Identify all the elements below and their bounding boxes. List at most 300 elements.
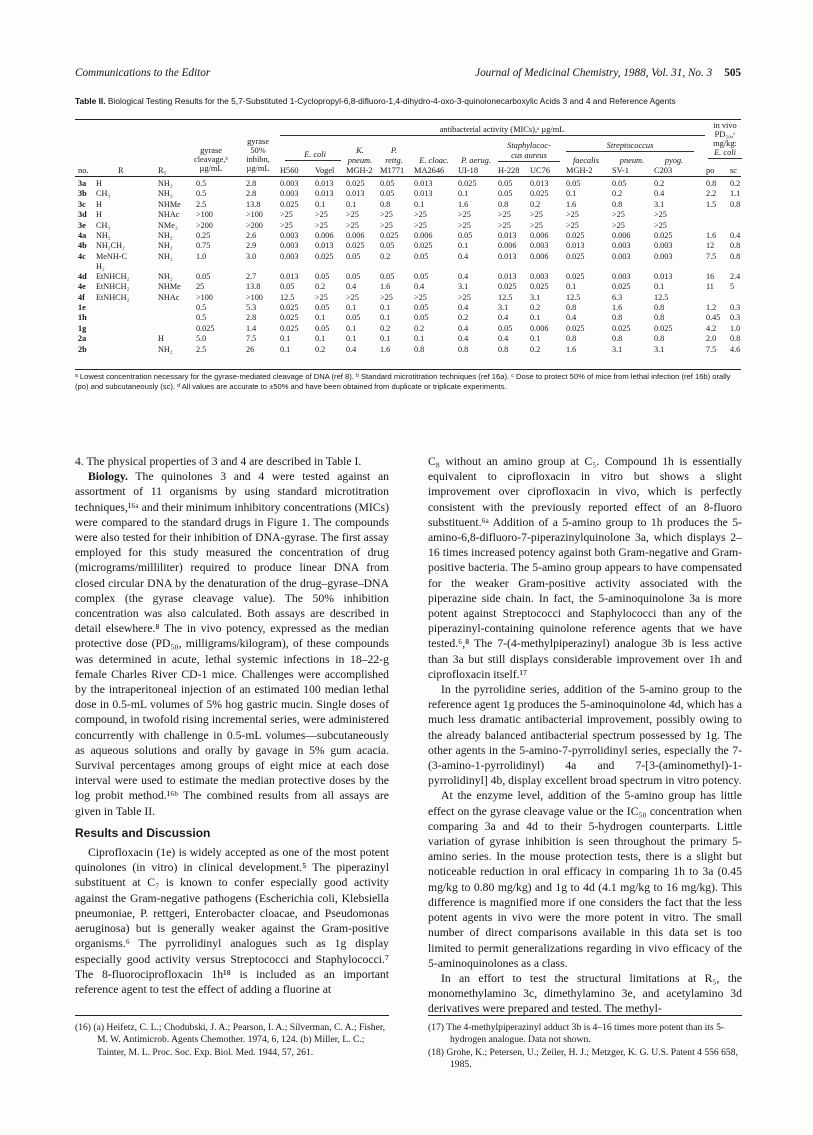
r5-substituent: NH₂ — [158, 251, 173, 261]
mic-value: 0.1 — [380, 334, 391, 344]
mic-value: 0.05 — [380, 241, 395, 251]
mic-value: 3.1 — [458, 282, 469, 292]
mic-value: 0.013 — [315, 189, 334, 199]
mic-value: >25 — [346, 220, 359, 230]
header-gyrase-inhib-4: µg/mL — [246, 164, 270, 173]
compound-number: 4c — [78, 251, 86, 261]
gyrase-cleavage-value: 0.025 — [196, 323, 215, 333]
gyrase-inhibition-value: 2.6 — [246, 231, 257, 240]
header-gyrase-cleavage-3: µg/mL — [199, 164, 223, 173]
mic-value: 0.013 — [315, 179, 334, 188]
mic-value: 0.025 — [280, 199, 299, 209]
mic-value: 1.5 — [706, 199, 717, 209]
header-strain: MA2646 — [414, 166, 445, 175]
running-head-section: Communications to the Editor — [75, 67, 211, 79]
table-top-rule — [75, 119, 741, 120]
mic-value: 0.3 — [730, 303, 741, 312]
table-row — [0, 293, 813, 303]
mic-value: 0.05 — [346, 251, 361, 261]
paragraph: 4. The physical properties of 3 and 4 are described in Table I. — [75, 455, 362, 468]
gyrase-inhibition-value: 2.8 — [246, 313, 257, 323]
gyrase-inhibition-value: 2.7 — [246, 271, 257, 281]
mic-value: 0.8 — [730, 251, 741, 261]
paragraph: At the enzyme level, addition of the 5-amino group has little effect on the gyrase cleavage value or the IC₅₀ concentration when comparing 3a and 4d to their 5-hydrogen counterparts. Little variation of gyrase inhibition is seen throughout the primary 5-amino series. In the mouse protection tests, there is a slight but noticeable reduction in oral efficacy in comparing 1h to 3a (0.45 mg/kg to 0.80 mg/kg) and 1g to 4d (4.1 mg/kg to 16 mg/kg). This difference is magnified more if one considers the fact that the less potent agents in vivo were the more potent in vitro. The small number of direct comparisons available in this data set is too limited to permit generalizations regarding in vivo efficacy of the 5-aminoquinolones as a class. — [428, 789, 742, 970]
r-substituent: EtNHCH₂ — [96, 282, 130, 292]
mic-value: 1.6 — [706, 231, 717, 240]
mic-value: >25 — [280, 210, 293, 220]
mic-value: 1.6 — [566, 199, 577, 209]
table-bottom-rule — [75, 369, 741, 370]
header-ecloac: E. cloac. — [419, 156, 449, 165]
header-faecalis: faecalis — [572, 156, 600, 165]
mic-value: 0.1 — [566, 282, 577, 292]
mic-value: 0.8 — [706, 179, 717, 188]
mic-value: 12.5 — [280, 292, 295, 302]
header-no: no. — [78, 166, 89, 175]
mic-value: 0.013 — [498, 251, 517, 261]
mic-value: 0.1 — [530, 334, 541, 344]
mic-value: 0.05 — [414, 251, 429, 261]
mic-value: 0.013 — [654, 271, 673, 281]
paragraph: In the pyrrolidine series, addition of the 5-amino group to the reference agent 1g produces the 5-aminoquinolone 4d, which has a much less dramatic antibacterial improvement, possibly owing to the already balanced antibacterial spectrum possessed by 1g. The other agents in the 5-amino-7-pyrrolidinyl series, especially the 7-(3-amino-1-pyrrolidinyl) 4a and 7-[3-(aminomethyl)-1-pyrrolidinyl] 4b, display excellent broad spectrum in vitro potency. — [428, 683, 742, 788]
r-substituent: MeNH-CH₂ — [96, 251, 127, 271]
mic-value: 2.2 — [706, 189, 717, 199]
mic-value: 0.006 — [315, 231, 334, 240]
mic-value: 0.025 — [612, 323, 631, 333]
mic-value: 0.8 — [458, 344, 469, 354]
mic-value: 0.05 — [380, 179, 395, 188]
mic-value: 0.2 — [380, 251, 391, 261]
header-strain: H-228 — [498, 166, 520, 175]
mic-value: 0.1 — [458, 241, 469, 251]
mic-value: 0.1 — [315, 313, 326, 323]
right-column — [428, 454, 742, 1017]
mic-value: 0.025 — [530, 282, 549, 292]
running-head-journal — [475, 67, 741, 79]
mic-value: >25 — [380, 210, 393, 220]
mic-value: 0.2 — [414, 323, 425, 333]
running-head — [75, 67, 741, 83]
mic-value: 1.6 — [458, 199, 469, 209]
r-substituent: EtNHCH₂ — [96, 271, 130, 281]
header-gyrase-inhib-2: 50% — [250, 146, 266, 155]
mic-value: 0.05 — [414, 313, 429, 323]
mic-value: 3.1 — [612, 344, 623, 354]
gyrase-cleavage-value: >100 — [196, 292, 213, 302]
mic-value: 0.1 — [280, 344, 291, 354]
mic-value: 0.45 — [706, 313, 721, 323]
header-gyrase-inhib-3: inhibn, — [246, 155, 270, 164]
mic-value: 0.025 — [498, 282, 517, 292]
header-gyrase-inhib-1: gyrase — [247, 137, 269, 146]
mic-value: 0.025 — [566, 231, 585, 240]
mic-value: 3.1 — [654, 199, 665, 209]
gyrase-cleavage-value: 5.0 — [196, 334, 207, 344]
table-title: Biological Testing Results for the 5,7-Substituted 1-Cyclopropyl-6,8-difluoro-1,4-dihydro-4-oxo-3-quinolonecarboxylic Acids 3 and 4 and Reference Agents — [107, 96, 676, 106]
references-rule-right — [428, 1015, 742, 1016]
reference-17: (17) The 4-methylpiperazinyl adduct 3b is 4–16 times more potent than its 5-hydrogen analogue. Data not shown. — [428, 1022, 725, 1046]
mic-value: 0.3 — [730, 313, 741, 323]
table-row — [0, 200, 813, 210]
gyrase-inhibition-value: 2.9 — [246, 241, 257, 251]
header-invivo-4: E. coli — [714, 148, 736, 157]
gyrase-inhibition-value: 7.5 — [246, 334, 257, 344]
compound-number: 1g — [78, 323, 87, 333]
header-strain: UC76 — [530, 166, 551, 175]
mic-value: 0.4 — [566, 313, 577, 323]
mic-value: 0.4 — [730, 231, 741, 240]
header-prettg-1: P. — [390, 146, 398, 155]
mic-value: 0.1 — [315, 199, 326, 209]
header-pneum: pneum. — [619, 156, 645, 165]
r-substituent: H — [96, 210, 102, 220]
mic-value: 0.05 — [315, 303, 330, 312]
table-row — [0, 189, 813, 199]
table-row — [0, 210, 813, 220]
header-invivo-1: in vivo — [713, 121, 737, 130]
header-strain: H560 — [280, 166, 299, 175]
mic-value: 0.1 — [280, 334, 291, 344]
r-substituent: H — [96, 199, 102, 209]
header-staph-2: cus aureus — [511, 151, 547, 160]
r5-substituent: NHAc — [158, 210, 180, 220]
compound-number: 3c — [78, 199, 86, 209]
mic-value: 0.1 — [346, 199, 357, 209]
mic-value: 0.2 — [380, 323, 391, 333]
table-footnotes: ᵃ Lowest concentration necessary for the gyrase-mediated cleavage of DNA (ref 8). ᵇ Standard microtitration techniques (ref 16a). ᶜ Dose to protect 50% of mice from lethal infection (ref 16b) orally (po) and subcutaneously (sc). ᵈ All values are accurate to ±50% and have been obtained from duplicate or triplicate experiments. — [75, 372, 731, 391]
mic-value: 0.2 — [654, 179, 665, 188]
references-left — [75, 1022, 389, 1059]
compound-number: 2b — [78, 344, 87, 354]
table-caption — [75, 96, 741, 107]
mic-value: 0.003 — [612, 251, 631, 261]
header-pyog: pyog. — [664, 156, 684, 165]
gyrase-cleavage-value: 1.0 — [196, 251, 207, 261]
header-strain: sc — [730, 166, 737, 175]
journal-citation: Journal of Medicinal Chemistry, 1988, Vol. 31, No. 3 — [475, 67, 713, 79]
mic-value: 0.05 — [380, 189, 395, 199]
mic-value: 0.2 — [530, 199, 541, 209]
mic-value: 12 — [706, 241, 715, 251]
mic-value: 0.8 — [654, 334, 665, 344]
mic-value: 0.1 — [315, 334, 326, 344]
mic-value: 5 — [730, 282, 735, 292]
mic-value: >25 — [315, 220, 328, 230]
mic-value: 0.1 — [380, 313, 391, 323]
mic-value: 0.05 — [315, 323, 330, 333]
mic-value: 0.1 — [654, 282, 665, 292]
mic-value: 0.8 — [566, 303, 577, 312]
references-rule-left — [75, 1015, 389, 1016]
mic-value: 0.003 — [280, 179, 299, 188]
mic-value: 0.025 — [612, 282, 631, 292]
mic-value: 0.025 — [458, 179, 477, 188]
mic-value: 0.05 — [498, 179, 513, 188]
gyrase-inhibition-value: 3.0 — [246, 251, 257, 261]
mic-value: 0.8 — [498, 344, 509, 354]
mic-value: 0.2 — [530, 344, 541, 354]
mic-value: 0.025 — [654, 323, 673, 333]
mic-value: >25 — [612, 210, 625, 220]
header-kpneum-1: K. — [356, 146, 364, 155]
mic-value: 1.6 — [380, 282, 391, 292]
gyrase-cleavage-value: 25 — [196, 282, 205, 292]
mic-value: 0.4 — [458, 251, 469, 261]
mic-value: 0.003 — [612, 241, 631, 251]
biology-text: The quinolones 3 and 4 were tested against an assortment of 11 organisms by using standard microtitration techniques,¹⁶ᵃ and their minimum inhibitory concentrations (MICs) were compared to the standard drugs in Figure 1. The compounds were also tested for their inhibition of DNA-gyrase. The first assay employed for this study measured the concentration of drug (micrograms/milliliter) required to produce linear DNA from closed circular DNA by the denaturation of the drug–gyrase–DNA complex (the gyrase cleavage value). The 50% inhibition concentration was also calculated. Both assays are described in detail elsewhere.⁸ The in vivo potency, expressed as the median protective dose (PD₅₀, milligrams/kilogram), of these compounds was determined in acute, lethal systemic infections in 18–22-g female Charles River CD-1 mice. Challenges were accomplished by the intraperitoneal injection of an estimated 100 median lethal dose in 0.5-mL volumes of 5% hog gastric mucin. Single doses of compound, in twofold rising incremental series, were administered concurrently with challenge in 0.5-mL volumes—subcutaneously as aqueous solutions and orally by gavage in 5% gum acacia. Survival percentages among groups of eight mice at each dose interval were used to estimate the median protective doses by the log probit method.¹⁶ᵇ The combined results from all assays are given in Table II. — [75, 470, 389, 818]
compound-number: 2a — [78, 334, 87, 344]
paragraph: Ciprofloxacin (1e) is widely accepted as one of the most potent quinolones (in vitro) in clinical development.⁵ The piperazinyl substituent at C₇ is known to confer especially good activity against the Gram-negative pathogens (Escherichia coli, Klebsiella pneumoniae, P. rettgeri, Enterobacter cloacae, and Pseudomonas aeruginosa) but is generally weaker against the Gram-positive organisms.⁶ The pyrrolidinyl analogues such as 1g display especially good activity versus Streptococci and Staphylococci.⁷ The 8-fluorociprofloxacin 1h¹⁸ is included as an important reference agent to test the effect of adding a fluorine at — [75, 846, 389, 996]
mic-value: 0.4 — [458, 323, 469, 333]
mic-value: 1.0 — [730, 323, 741, 333]
table-row — [0, 282, 813, 292]
mic-value: >25 — [346, 292, 359, 302]
gyrase-cleavage-value: >100 — [196, 210, 213, 220]
gyrase-cleavage-value: 2.5 — [196, 199, 207, 209]
mic-value: 0.8 — [612, 334, 623, 344]
gyrase-inhibition-value: >200 — [246, 220, 263, 230]
gyrase-inhibition-value: >100 — [246, 292, 263, 302]
mic-value: 2.0 — [706, 334, 717, 344]
gyrase-cleavage-value: 0.75 — [196, 241, 211, 251]
r5-substituent: NHMe — [158, 199, 181, 209]
compound-number: 3d — [78, 210, 87, 220]
mic-value: 0.006 — [612, 231, 631, 240]
mic-value: >25 — [380, 220, 393, 230]
mic-value: 0.8 — [730, 241, 741, 251]
mic-value: 0.8 — [498, 199, 509, 209]
header-strain: M1771 — [380, 166, 405, 175]
page-number: 505 — [724, 67, 741, 79]
mic-value: 0.2 — [730, 179, 741, 188]
mic-value: 0.1 — [458, 189, 469, 199]
references-right — [428, 1022, 742, 1072]
r-substituent: CH₃ — [96, 189, 111, 199]
header-gyrase-cleavage-2: cleavage,ᵇ — [194, 155, 228, 164]
r-substituent: CH₃ — [96, 220, 111, 230]
header-staph-1: Staphylococ- — [507, 141, 551, 150]
r5-substituent: NH₂ — [158, 179, 173, 188]
mic-value: 0.006 — [346, 231, 365, 240]
mic-value: 0.05 — [346, 271, 361, 281]
mic-value: >25 — [530, 220, 543, 230]
table-row — [0, 179, 813, 189]
gyrase-inhibition-value: 5.3 — [246, 303, 257, 312]
header-strain: Vogel — [315, 166, 335, 175]
mic-value: >25 — [654, 220, 667, 230]
header-strain: MGH-2 — [566, 166, 593, 175]
mic-value: 0.006 — [530, 323, 549, 333]
compound-number: 1h — [78, 313, 87, 323]
mic-value: 0.8 — [654, 303, 665, 312]
r5-substituent: H — [158, 334, 164, 344]
left-column — [75, 454, 389, 997]
mic-value: 0.2 — [315, 344, 326, 354]
mic-value: 0.05 — [414, 303, 429, 312]
mic-value: >25 — [380, 292, 393, 302]
mic-value: 0.1 — [414, 199, 425, 209]
header-staph-rule — [498, 161, 560, 162]
mic-value: 0.025 — [315, 251, 334, 261]
mic-value: 0.006 — [498, 241, 517, 251]
header-strep-rule — [566, 151, 694, 152]
compound-number: 4d — [78, 271, 87, 281]
gyrase-cleavage-value: 0.5 — [196, 303, 207, 312]
mic-value: 0.8 — [380, 199, 391, 209]
mic-value: 0.1 — [530, 313, 541, 323]
mic-value: 0.003 — [280, 241, 299, 251]
mic-value: 11 — [706, 282, 714, 292]
header-strain: SV-1 — [612, 166, 629, 175]
mic-value: 0.003 — [280, 189, 299, 199]
mic-value: 7.5 — [706, 344, 717, 354]
table-row — [0, 231, 813, 241]
mic-value: 0.025 — [414, 241, 433, 251]
mic-value: 0.013 — [498, 231, 517, 240]
table-row — [0, 324, 813, 334]
gyrase-cleavage-value: 0.25 — [196, 231, 211, 240]
mic-value: 4.6 — [730, 344, 741, 354]
mic-value: 0.025 — [280, 323, 299, 333]
mic-value: >25 — [414, 210, 427, 220]
mic-value: 0.8 — [654, 313, 665, 323]
mic-value: 0.003 — [280, 251, 299, 261]
mic-value: 0.4 — [498, 334, 509, 344]
mic-value: 0.003 — [530, 271, 549, 281]
gyrase-cleavage-value: 0.5 — [196, 189, 207, 199]
compound-number: 3e — [78, 220, 86, 230]
mic-value: 0.8 — [730, 334, 741, 344]
mic-value: 0.003 — [612, 271, 631, 281]
mic-value: >25 — [414, 292, 427, 302]
reference-16: (16) (a) Heifetz, C. L.; Chodubski, J. A.; Pearson, I. A.; Silverman, C. A.; Fisher, M. W. Antimicrob. Agents Chemother. 1974, 6, 124. (b) Miller, L. C.; Tainter, M. L. Proc. Soc. Exp. Biol. Med. 1944, 57, 261. — [75, 1022, 386, 1058]
compound-number: 1e — [78, 303, 86, 312]
mic-value: 3.1 — [498, 303, 509, 312]
header-paerug: P. aerug. — [461, 156, 491, 165]
compound-number: 4e — [78, 282, 86, 292]
header-strain: UI-18 — [458, 166, 479, 175]
mic-value: 1.2 — [706, 303, 717, 312]
mic-value: 3.1 — [654, 344, 665, 354]
biology-paragraph — [75, 469, 389, 819]
header-span-rule — [280, 135, 705, 136]
mic-value: 0.05 — [280, 282, 295, 292]
header-strain: MGH-2 — [346, 166, 373, 175]
mic-value: >25 — [458, 292, 471, 302]
table-row — [0, 251, 813, 271]
mic-value: 0.1 — [346, 334, 357, 344]
r5-substituent: NH₂ — [158, 231, 173, 240]
mic-value: 0.4 — [654, 189, 665, 199]
r5-substituent: NH₂ — [158, 271, 173, 281]
paragraph: C₈ without an amino group at C₅. Compound 1h is essentially equivalent to ciprofloxacin in vitro but shows a slight improvement over ciprofloxacin in vivo, which is perfectly consistent with the previously reported effect of an 8-fluoro substituent.⁶ᵃ Addition of a 5-amino group to 1h produces the 5-amino-6,8-difluoro-7-piperazinylquinolone 3a, which displays 2–16 times increased potency against both Gram-negative and Gram-positive bacteria. The 5-amino group appears to have compensated for the weaker Gram-positive activity associated with the piperazine side chain. In fact, the 5-aminoquinolone 3a is more potent against Streptococci and Staphylococci than any of the piperazinyl-containing quinolone reference agents that we have tested.⁶,⁸ The 7-(4-methylpiperazinyl) analogue 3b is less active than 3a but still displays considerable improvement over 1h and ciprofloxacin itself.¹⁷ — [428, 455, 742, 681]
mic-value: 0.05 — [458, 231, 473, 240]
mic-value: 0.025 — [530, 189, 549, 199]
table-row — [0, 345, 813, 355]
mic-value: 0.013 — [414, 189, 433, 199]
mic-value: 0.013 — [530, 179, 549, 188]
header-strain: C203 — [654, 166, 673, 175]
mic-value: 0.1 — [380, 303, 391, 312]
header-strain: po — [706, 166, 715, 175]
mic-value: 4.2 — [706, 323, 717, 333]
r5-substituent: NH₂ — [158, 241, 173, 251]
mic-value: 0.4 — [414, 282, 425, 292]
mic-value: 0.2 — [530, 303, 541, 312]
mic-value: 0.8 — [612, 313, 623, 323]
header-kpneum-2: pneum. — [347, 156, 373, 165]
mic-value: 0.4 — [498, 313, 509, 323]
header-strep: Streptococcus — [606, 141, 654, 150]
mic-value: >25 — [458, 220, 471, 230]
gyrase-cleavage-value: >200 — [196, 220, 213, 230]
mic-value: >25 — [566, 220, 579, 230]
biology-label: Biology. — [88, 470, 128, 484]
mic-value: 0.05 — [380, 271, 395, 281]
r5-substituent: NHAc — [158, 292, 180, 302]
mic-value: 0.013 — [346, 189, 365, 199]
header-invivo-2: PD₅₀,ᶜ — [714, 130, 736, 139]
gyrase-inhibition-value: 13.8 — [246, 282, 261, 292]
mic-value: >25 — [346, 210, 359, 220]
mic-value: 0.4 — [458, 271, 469, 281]
mic-value: 0.2 — [612, 189, 623, 199]
paragraph: In an effort to test the structural limitations at R₅, the monomethylamino 3c, dimethylamino 3e, and acetylamino 3d derivatives were prepared and tested. The methyl- — [428, 971, 742, 1016]
header-gyrase-cleavage-1: gyrase — [200, 146, 222, 155]
mic-value: 16 — [706, 271, 715, 281]
section-heading: Results and Discussion — [75, 825, 211, 840]
compound-number: 4a — [78, 231, 87, 240]
gyrase-inhibition-value: 2.8 — [246, 179, 257, 188]
mic-value: 7.5 — [706, 251, 717, 261]
mic-value: 0.025 — [566, 271, 585, 281]
table-row — [0, 241, 813, 251]
table-row — [0, 272, 813, 282]
gyrase-cleavage-value: 0.5 — [196, 313, 207, 323]
mic-value: >25 — [612, 220, 625, 230]
mic-value: 0.025 — [380, 231, 399, 240]
header-invivo-3: mg/kg: — [713, 139, 737, 148]
mic-value: 12.5 — [566, 292, 581, 302]
mic-value: 0.013 — [315, 241, 334, 251]
mic-value: 0.003 — [280, 231, 299, 240]
r-substituent: EtNHCH₂ — [96, 292, 130, 302]
mic-value: 0.003 — [530, 241, 549, 251]
mic-value: 0.006 — [530, 231, 549, 240]
header-antibacterial: antibacterial activity (MICs),ᵃ µg/mL — [439, 125, 565, 134]
compound-number: 4b — [78, 241, 87, 251]
mic-value: >25 — [498, 220, 511, 230]
table-header-rule — [75, 176, 741, 177]
mic-value: 0.05 — [498, 189, 513, 199]
table-row — [0, 313, 813, 323]
mic-value: 2.4 — [730, 271, 741, 281]
mic-value: 0.4 — [346, 282, 357, 292]
mic-value: 0.2 — [458, 313, 469, 323]
mic-value: 0.003 — [654, 241, 673, 251]
gyrase-inhibition-value: >100 — [246, 210, 263, 220]
header-r: R — [118, 166, 124, 175]
r5-substituent: NMe₂ — [158, 220, 178, 230]
mic-value: >25 — [315, 292, 328, 302]
mic-value: 1.6 — [612, 303, 623, 312]
mic-value: 0.1 — [346, 303, 357, 312]
mic-value: 0.1 — [566, 189, 577, 199]
mic-value: 12.5 — [498, 292, 513, 302]
header-prettg-2: rettg. — [385, 156, 403, 165]
compound-number: 4f — [78, 292, 85, 302]
header-ecoli: E. coli — [304, 150, 326, 159]
